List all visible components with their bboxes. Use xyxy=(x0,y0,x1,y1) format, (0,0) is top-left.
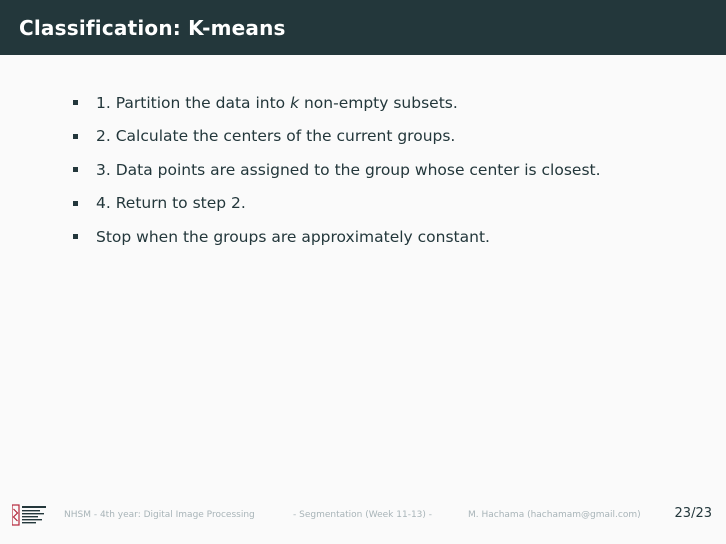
bullet-square-icon xyxy=(73,100,78,105)
slide-title: Classification: K-means xyxy=(19,15,286,40)
bullet-text: 1. Partition the data into k non-empty subsets. xyxy=(96,93,458,112)
bullet-square-icon xyxy=(73,234,78,239)
bullet-item xyxy=(73,120,601,154)
bullet-item xyxy=(73,220,601,254)
institution-logo-icon xyxy=(12,503,48,527)
footer-section: - Segmentation (Week 11-13) - xyxy=(293,510,433,520)
bullet-text: 4. Return to step 2. xyxy=(96,194,246,213)
page-number: 23/23 xyxy=(674,506,712,521)
slide-footer xyxy=(0,500,726,530)
footer-course: NHSM - 4th year: Digital Image Processing xyxy=(64,510,255,520)
bullet-text: 3. Data points are assigned to the group whose center is closest. xyxy=(96,160,601,179)
bullet-text: 2. Calculate the centers of the current groups. xyxy=(96,127,456,146)
bullet-square-icon xyxy=(73,167,78,172)
bullet-text: Stop when the groups are approximately constant. xyxy=(96,227,490,246)
bullet-square-icon xyxy=(73,201,78,206)
bullet-item xyxy=(73,153,601,187)
variable-k: k xyxy=(290,93,300,112)
bullet-item xyxy=(73,86,601,120)
bullet-square-icon xyxy=(73,134,78,139)
bullet-item xyxy=(73,187,601,221)
slide-title-bar xyxy=(0,0,726,55)
footer-author: M. Hachama (hachamam@gmail.com) xyxy=(468,510,641,520)
bullet-list xyxy=(73,86,601,254)
